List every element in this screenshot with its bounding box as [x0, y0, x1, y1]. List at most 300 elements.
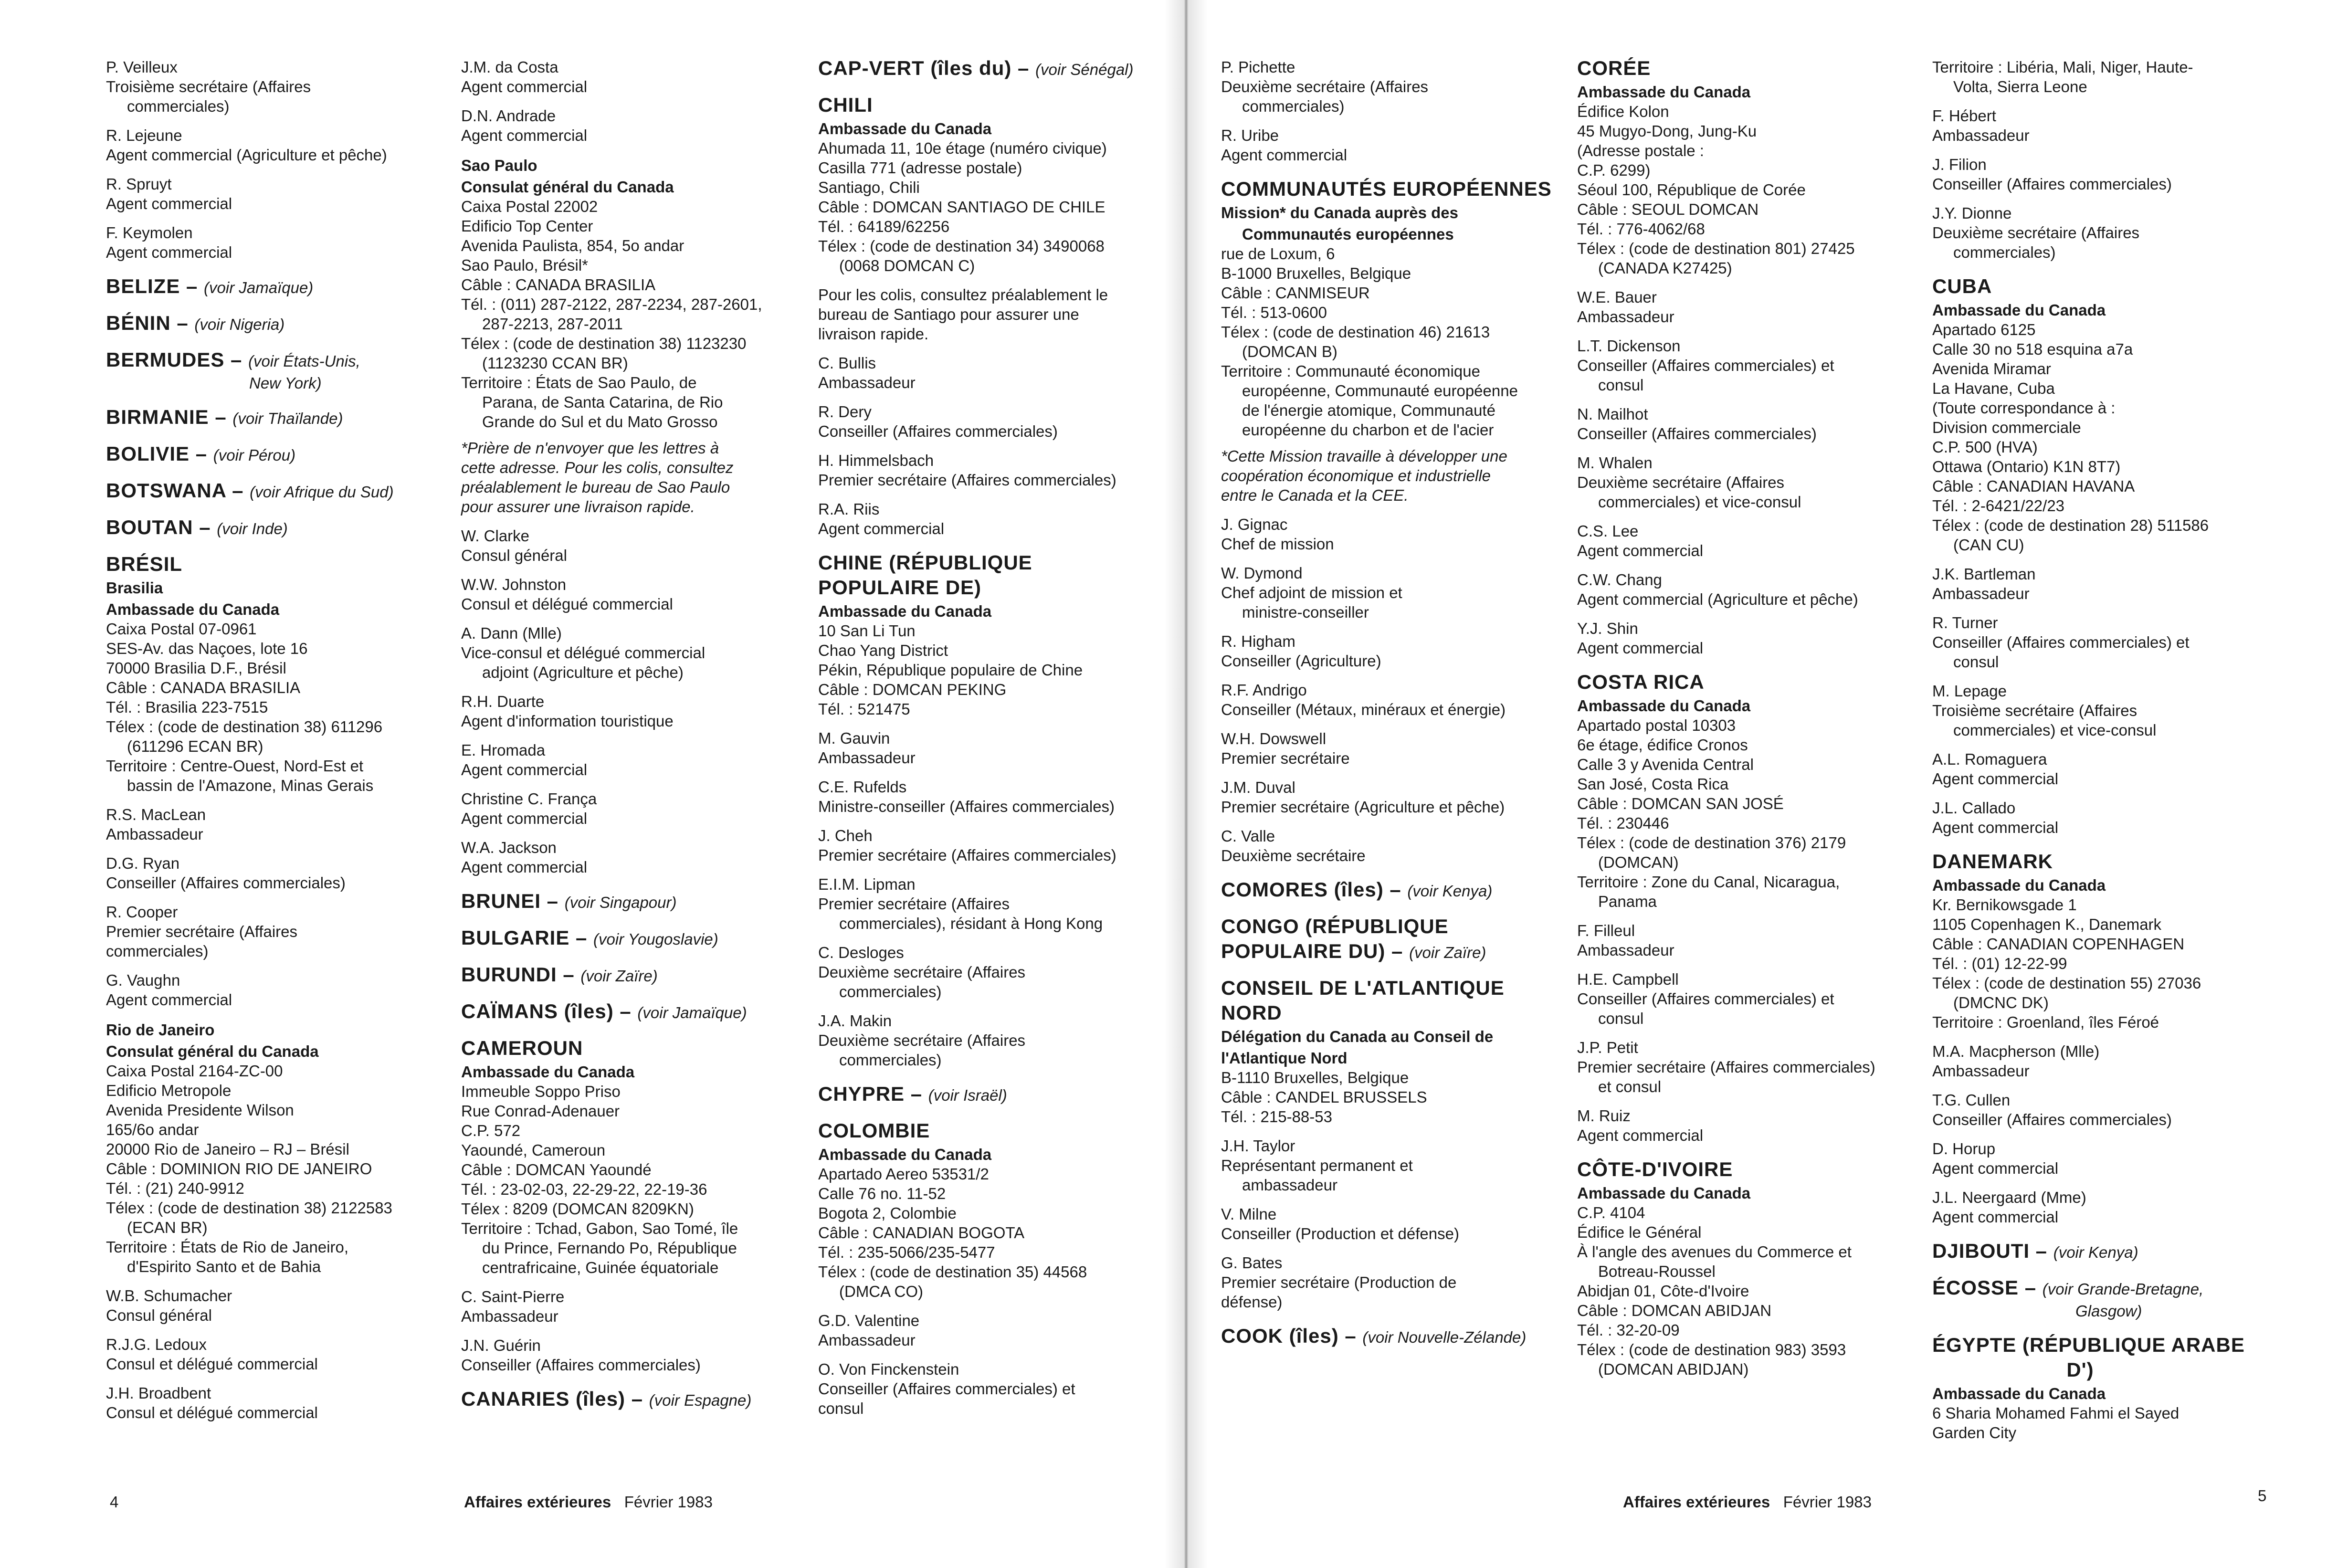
- entry-line: Division commerciale: [1932, 419, 2081, 436]
- entry-line: Deuxième secrétaire (Affaires: [1932, 224, 2140, 242]
- entry-line-continued: consul: [1953, 653, 1999, 671]
- entry-line: SES-Av. das Naçoes, lote 16: [106, 640, 308, 657]
- entry-line: Câble : DOMINION RIO DE JANEIRO: [106, 1160, 372, 1178]
- entry-line: Tél. : 513-0600: [1221, 304, 1327, 321]
- entry-name: J. Gignac: [1221, 516, 1288, 533]
- entry-name: C. Bullis: [818, 354, 876, 372]
- entry-line: Edificio Top Center: [461, 217, 593, 235]
- country-heading: [1221, 1325, 1565, 1348]
- country-heading: [1932, 1277, 2285, 1300]
- country-name: DANEMARK: [1932, 850, 2053, 873]
- country-heading: [461, 1037, 795, 1059]
- country-heading: [461, 1000, 795, 1024]
- entry-line: Câble : CANADIAN HAVANA: [1932, 477, 2135, 495]
- footnote-line: pour assurer une livraison rapide.: [461, 498, 695, 516]
- heading-dash: –: [193, 516, 217, 538]
- entry-line: Ambassadeur: [818, 749, 916, 767]
- cross-reference: (voir Pérou): [213, 446, 296, 464]
- entry-line: Caixa Postal 22002: [461, 198, 598, 215]
- country-heading: [1932, 851, 2285, 873]
- entry-line-continued: (CANADA K27425): [1598, 259, 1732, 277]
- entry-name: W.A. Jackson: [461, 839, 557, 856]
- heading-dash: –: [625, 1388, 649, 1410]
- entry-line: Tél. : (01) 12-22-99: [1932, 955, 2067, 972]
- entry-line-continued: du Prince, Fernando Po, République: [482, 1239, 737, 1257]
- entry-line: Chao Yang District: [818, 642, 948, 659]
- country-heading: [461, 964, 795, 987]
- entry-name: J.H. Taylor: [1221, 1137, 1295, 1155]
- entry-name: Pour les colis, consultez préalablement le: [818, 286, 1108, 304]
- footnote-line: cette adresse. Pour les colis, consultez: [461, 459, 734, 476]
- entry-name: J.H. Broadbent: [106, 1384, 211, 1402]
- cross-reference: (voir Grande-Bretagne,: [2042, 1280, 2204, 1298]
- entry-line-continued: (DOMCAN): [1598, 853, 1679, 871]
- right-page-number: 5: [2258, 1487, 2267, 1505]
- country-heading: [461, 927, 795, 950]
- entry-line: Agent commercial: [106, 195, 232, 212]
- entry-name: R. Uribe: [1221, 126, 1279, 144]
- entry-line: Conseiller (Affaires commerciales) et: [1577, 990, 1834, 1008]
- entry-name: F. Hébert: [1932, 107, 1996, 125]
- entry-line: Agent commercial: [461, 858, 588, 876]
- entry-line-continued: (DMCA CO): [839, 1283, 923, 1300]
- country-heading: [1932, 1240, 2285, 1263]
- entry-line-continued: commerciales), résidant à Hong Kong: [839, 915, 1103, 932]
- country-heading: [818, 94, 1152, 116]
- mission-heading: Ambassade du Canada: [1577, 1184, 1751, 1202]
- entry-name: V. Milne: [1221, 1205, 1277, 1223]
- entry-line: Télex : 8209 (DOMCAN 8209KN): [461, 1200, 694, 1218]
- country-name: COSTA RICA: [1577, 671, 1705, 693]
- country-name: BOLIVIE: [106, 442, 190, 465]
- entry-line: Télex : (code de destination 35) 44568: [818, 1263, 1087, 1281]
- entry-name: C.E. Rufelds: [818, 778, 907, 796]
- entry-line: Conseiller (Affaires commerciales) et: [818, 1380, 1075, 1398]
- cross-reference: (voir Nouvelle-Zélande): [1362, 1328, 1527, 1346]
- entry-line: (Adresse postale :: [1577, 142, 1704, 159]
- footer-date: Février 1983: [1783, 1493, 1872, 1511]
- right-column-1: [1221, 57, 1565, 1351]
- entry-name: H.E. Campbell: [1577, 970, 1679, 988]
- entry-line-continued: Parana, de Santa Catarina, de Rio: [482, 393, 723, 411]
- entry-line-continued: commerciales): [127, 97, 230, 115]
- entry-line: 165/6o andar: [106, 1121, 199, 1138]
- entry-line: Territoire : Zone du Canal, Nicaragua,: [1577, 873, 1840, 891]
- entry-name: D. Horup: [1932, 1140, 1996, 1158]
- entry-line: Conseiller (Affaires commerciales): [461, 1356, 701, 1374]
- country-name: BELIZE: [106, 275, 180, 297]
- entry-line: Ambassadeur: [1932, 1062, 2030, 1080]
- entry-name: H. Himmelsbach: [818, 452, 934, 469]
- entry-line-continued: consul: [1598, 376, 1644, 394]
- entry-line-continued: commerciales) et vice-consul: [1598, 493, 1801, 511]
- entry-line: P. Veilleux: [106, 58, 178, 76]
- entry-name: A.L. Romaguera: [1932, 750, 2047, 768]
- entry-line-continued: Volta, Sierra Leone: [1953, 78, 2087, 95]
- country-name: CAÏMANS (îles): [461, 1000, 614, 1022]
- entry-name: C. Valle: [1221, 827, 1275, 845]
- entry-line: Tél. : (011) 287-2122, 287-2234, 287-2601,: [461, 295, 762, 313]
- entry-line: Abidjan 01, Côte-d'Ivoire: [1577, 1282, 1749, 1300]
- entry-name: J.P. Petit: [1577, 1039, 1638, 1056]
- entry-line: Tél. : 32-20-09: [1577, 1321, 1680, 1339]
- entry-line: Premier secrétaire (Affaires commerciales): [106, 923, 298, 960]
- mission-heading: Ambassade du Canada: [1577, 697, 1751, 715]
- entry-line: Deuxième secrétaire (Affaires: [1221, 78, 1429, 95]
- entry-name: W. Dymond: [1221, 564, 1303, 582]
- mission-heading: Ambassade du Canada: [818, 120, 992, 137]
- entry-line-continued: commerciales): [1242, 97, 1345, 115]
- heading-dash: –: [1383, 878, 1408, 901]
- entry-name: D.G. Ryan: [106, 854, 180, 872]
- entry-line: consul: [818, 1400, 864, 1417]
- right-page: [1208, 0, 2348, 1568]
- entry-line: bureau de Santiago pour assurer une: [818, 305, 1079, 323]
- entry-line-continued: bassin de l'Amazone, Minas Gerais: [127, 777, 374, 794]
- entry-line: Agent commercial (Agriculture et pêche): [1577, 590, 1858, 608]
- mission-heading: Ambassade du Canada: [818, 1146, 992, 1163]
- entry-line: Avenida Miramar: [1932, 360, 2051, 378]
- entry-line: Agent commercial: [1932, 1208, 2059, 1226]
- country-name: D'): [2066, 1358, 2094, 1381]
- country-name: CÔTE-D'IVOIRE: [1577, 1158, 1733, 1180]
- entry-name: J.M. Duval: [1221, 779, 1295, 796]
- country-name: CHINE (RÉPUBLIQUE: [818, 551, 1032, 574]
- country-name: CHYPRE: [818, 1083, 905, 1105]
- country-name: CUBA: [1932, 275, 1992, 297]
- entry-line: Tél. : 235-5066/235-5477: [818, 1243, 995, 1261]
- country-heading: [1577, 1158, 1921, 1180]
- entry-name: R.J.G. Ledoux: [106, 1336, 207, 1353]
- entry-line: Bogota 2, Colombie: [818, 1204, 957, 1222]
- mission-heading: Ambassade du Canada: [1932, 301, 2106, 319]
- country-name: BIRMANIE: [106, 406, 209, 428]
- entry-line: P. Pichette: [1221, 58, 1295, 76]
- mission-heading: Consulat général du Canada: [461, 178, 674, 196]
- entry-line: Édifice Kolon: [1577, 103, 1669, 120]
- entry-name: M.A. Macpherson (Mlle): [1932, 1042, 2100, 1060]
- entry-name: C.W. Chang: [1577, 571, 1662, 589]
- entry-line: Ministre-conseiller (Affaires commerciales): [818, 798, 1115, 815]
- entry-line-continued: commerciales): [839, 983, 942, 1000]
- entry-line: Câble : DOMCAN ABIDJAN: [1577, 1302, 1772, 1319]
- entry-line-continued: (CAN CU): [1953, 536, 2024, 554]
- heading-dash: –: [190, 442, 213, 465]
- entry-line: Calle 76 no. 11-52: [818, 1185, 946, 1202]
- heading-dash: –: [557, 963, 581, 986]
- entry-line: Consul et délégué commercial: [106, 1355, 318, 1373]
- entry-name: W. Clarke: [461, 527, 530, 545]
- entry-line: Ambassadeur: [1577, 308, 1674, 326]
- cross-reference: (voir Kenya): [2053, 1243, 2138, 1261]
- entry-line: Télex : (code de destination 55) 27036: [1932, 974, 2201, 992]
- entry-name: Christine C. França: [461, 790, 597, 808]
- entry-name: Y.J. Shin: [1577, 620, 1638, 637]
- entry-line: Agent commercial: [1577, 1126, 1704, 1144]
- mission-heading: Consulat général du Canada: [106, 1042, 319, 1060]
- entry-line: Ambassadeur: [1932, 126, 2030, 144]
- entry-line: Conseiller (Affaires commerciales) et: [1932, 633, 2190, 651]
- heading-dash: –: [1385, 940, 1410, 962]
- entry-line: Conseiller (Métaux, minéraux et énergie): [1221, 701, 1506, 718]
- country-name: COMMUNAUTÉS EUROPÉENNES: [1221, 178, 1552, 200]
- entry-name: G.D. Valentine: [818, 1312, 920, 1329]
- entry-line: B-1110 Bruxelles, Belgique: [1221, 1069, 1409, 1086]
- entry-line-continued: consul: [1598, 1010, 1644, 1027]
- country-name: BULGARIE: [461, 926, 570, 949]
- country-heading: [1221, 916, 1565, 937]
- entry-name: W.E. Bauer: [1577, 288, 1657, 306]
- entry-line: Apartado postal 10303: [1577, 716, 1736, 734]
- entry-line: 70000 Brasilia D.F., Brésil: [106, 659, 286, 677]
- heading-dash: –: [209, 406, 233, 428]
- entry-line: (Toute correspondance à :: [1932, 399, 2116, 417]
- entry-line: Conseiller (Agriculture): [1221, 652, 1381, 670]
- entry-line: Consul et délégué commercial: [106, 1404, 318, 1421]
- mission-heading: Ambassade du Canada: [1577, 83, 1751, 101]
- country-name: BÉNIN: [106, 312, 171, 334]
- entry-line: Télex : (code de destination 28) 511586: [1932, 516, 2209, 534]
- country-heading: [1221, 977, 1565, 999]
- entry-line-continued: (DOMCAN B): [1242, 343, 1337, 360]
- heading-dash: –: [226, 479, 250, 502]
- entry-name: F. Keymolen: [106, 224, 193, 242]
- footnote-line: préalablement le bureau de Sao Paulo: [461, 478, 730, 496]
- country-heading: [1577, 671, 1921, 693]
- entry-line: Conseiller (Affaires commerciales): [1932, 1111, 2172, 1128]
- entry-line: Agent commercial: [1577, 639, 1704, 657]
- country-name: ÉCOSSE: [1932, 1276, 2019, 1299]
- entry-line: Câble : CANDEL BRUSSELS: [1221, 1088, 1427, 1106]
- entry-name: D.N. Andrade: [461, 107, 556, 125]
- entry-line: Sao Paulo, Brésil*: [461, 256, 588, 274]
- mission-heading: Ambassade du Canada: [1932, 1385, 2106, 1402]
- heading-dash: –: [905, 1083, 928, 1105]
- entry-name: R. Spruyt: [106, 175, 172, 193]
- entry-line: Caixa Postal 07-0961: [106, 620, 257, 638]
- entry-name: J.K. Bartleman: [1932, 565, 2036, 583]
- entry-line: Câble : DOMCAN SAN JOSÉ: [1577, 795, 1784, 812]
- entry-line: Ambassadeur: [1932, 585, 2030, 602]
- entry-line: rue de Loxum, 6: [1221, 245, 1335, 263]
- entry-line: Deuxième secrétaire (Affaires: [818, 963, 1026, 981]
- entry-line-continued: 287-2213, 287-2011: [482, 315, 623, 333]
- entry-name: L.T. Dickenson: [1577, 337, 1681, 355]
- entry-line: Câble : DOMCAN PEKING: [818, 681, 1007, 698]
- country-heading: [1932, 275, 2285, 297]
- entry-line: Pékin, République populaire de Chine: [818, 661, 1083, 679]
- heading-dash: –: [2030, 1240, 2053, 1262]
- country-heading: [1221, 940, 1565, 964]
- country-heading: [818, 1120, 1152, 1142]
- entry-line: 20000 Rio de Janeiro – RJ – Brésil: [106, 1140, 349, 1158]
- entry-line: 6 Sharia Mohamed Fahmi el Sayed: [1932, 1404, 2180, 1422]
- country-name: BRUNEI: [461, 890, 541, 912]
- entry-line: Yaoundé, Cameroun: [461, 1141, 606, 1159]
- entry-name: F. Filleul: [1577, 922, 1635, 939]
- entry-line: Télex : (code de destination 801) 27425: [1577, 240, 1855, 257]
- entry-line: Télex : (code de destination 46) 21613: [1221, 323, 1490, 341]
- entry-line: Edificio Metropole: [106, 1082, 232, 1099]
- entry-line: Territoire : États de Rio de Janeiro,: [106, 1238, 349, 1256]
- entry-line: Caixa Postal 2164-ZC-00: [106, 1062, 283, 1080]
- entry-line: Deuxième secrétaire (Affaires: [1577, 474, 1785, 491]
- country-heading: [106, 443, 402, 466]
- entry-line: Apartado 6125: [1932, 321, 2036, 338]
- entry-line: À l'angle des avenues du Commerce et: [1577, 1243, 1852, 1261]
- entry-line: Chef adjoint de mission et: [1221, 584, 1402, 601]
- heading-dash: –: [613, 1000, 638, 1022]
- entry-line-continued: (DMCNC DK): [1953, 994, 2049, 1011]
- entry-line: Agent commercial: [461, 761, 588, 779]
- entry-name: W.W. Johnston: [461, 576, 567, 593]
- entry-line: 10 San Li Tun: [818, 622, 916, 640]
- mission-heading: Mission* du Canada auprès des: [1221, 204, 1458, 221]
- entry-line: Kr. Bernikowsgade 1: [1932, 896, 2077, 914]
- entry-line: Câble : DOMCAN SANTIAGO DE CHILE: [818, 198, 1106, 216]
- entry-line-continued: commerciales): [1953, 243, 2056, 261]
- country-name: CAMEROUN: [461, 1037, 583, 1059]
- entry-line: San José, Costa Rica: [1577, 775, 1729, 793]
- entry-line: Deuxième secrétaire: [1221, 847, 1366, 864]
- country-heading: [1221, 879, 1565, 902]
- entry-line-continued: commerciales): [839, 1051, 942, 1069]
- heading-dash: –: [1338, 1325, 1363, 1347]
- mission-heading: Brasilia: [106, 579, 163, 597]
- entry-name: W.H. Dowswell: [1221, 730, 1327, 747]
- country-name: BRÉSIL: [106, 553, 183, 575]
- entry-line: Territoire : États de Sao Paulo, de: [461, 374, 697, 391]
- entry-line: Agent commercial: [106, 243, 232, 261]
- entry-name: R. Lejeune: [106, 126, 182, 144]
- entry-line: Santiago, Chili: [818, 179, 920, 196]
- cross-reference: (voir Israël): [928, 1086, 1007, 1104]
- entry-line-continued: européenne, Communauté européenne: [1242, 382, 1518, 400]
- footnote-line: coopération économique et industrielle: [1221, 467, 1491, 484]
- entry-name: R.A. Riis: [818, 500, 880, 518]
- entry-line: Agent commercial: [461, 78, 588, 95]
- entry-line: Tél. : 64189/62256: [818, 218, 950, 235]
- entry-line: C.P. 572: [461, 1122, 521, 1139]
- entry-line-continued: de l'énergie atomique, Communauté: [1242, 401, 1495, 419]
- footnote-line: *Prière de n'envoyer que les lettres à: [461, 439, 719, 457]
- entry-name: N. Mailhot: [1577, 405, 1648, 423]
- country-heading: [461, 890, 795, 914]
- left-footer: [464, 1493, 713, 1511]
- country-heading: [106, 275, 402, 299]
- entry-line: Ottawa (Ontario) K1N 8T7): [1932, 458, 2121, 475]
- entry-line: C.P. 500 (HVA): [1932, 438, 2038, 456]
- cross-reference: (voir Afrique du Sud): [250, 483, 394, 501]
- country-heading: [1932, 1359, 2228, 1381]
- entry-name: M. Lepage: [1932, 682, 2007, 700]
- entry-line: Tél. : 23-02-03, 22-29-22, 22-19-36: [461, 1180, 707, 1198]
- entry-line: Télex : (code de destination 38) 2122583: [106, 1199, 392, 1217]
- entry-name: J. Filion: [1932, 156, 1987, 173]
- entry-line: Édifice le Général: [1577, 1223, 1702, 1241]
- entry-name: J.L. Neergaard (Mme): [1932, 1189, 2086, 1206]
- country-heading: [106, 480, 402, 503]
- entry-line: Premier secrétaire (Affaires commerciales): [1577, 1058, 1875, 1076]
- entry-line: Agent commercial: [1932, 1159, 2059, 1177]
- entry-line: Conseiller (Affaires commerciales) et: [1577, 357, 1834, 374]
- entry-name: M. Ruiz: [1577, 1107, 1631, 1125]
- entry-line: Consul et délégué commercial: [461, 595, 673, 613]
- entry-line: Ambassadeur: [818, 374, 916, 391]
- entry-name: J.L. Callado: [1932, 799, 2016, 817]
- entry-name: E.I.M. Lipman: [818, 875, 916, 893]
- mission-heading: Ambassade du Canada: [106, 600, 280, 618]
- entry-name: G. Bates: [1221, 1254, 1283, 1272]
- right-footer: [1623, 1493, 1872, 1511]
- entry-line: Tél. : Brasilia 223-7515: [106, 698, 268, 716]
- entry-line: Territoire : Groenland, îles Féroé: [1932, 1013, 2159, 1031]
- mission-heading: Ambassade du Canada: [461, 1063, 635, 1081]
- mission-heading: Ambassade du Canada: [1932, 876, 2106, 894]
- entry-line: Tél. : (21) 240-9912: [106, 1179, 244, 1197]
- cross-reference: (voir Espagne): [649, 1391, 752, 1409]
- country-heading: [1577, 57, 1921, 79]
- heading-dash: –: [180, 275, 204, 297]
- entry-line: Câble : SEOUL DOMCAN: [1577, 200, 1759, 218]
- country-name: ÉGYPTE (RÉPUBLIQUE ARABE: [1932, 1334, 2245, 1356]
- entry-line: Agent commercial: [461, 126, 588, 144]
- entry-line-continued: commerciales) et vice-consul: [1953, 721, 2157, 739]
- footnote-line: entre le Canada et la CEE.: [1221, 486, 1409, 504]
- country-heading: [1221, 178, 1565, 200]
- entry-name: J.Y. Dionne: [1932, 204, 2012, 222]
- country-name: CAP-VERT (îles du): [818, 57, 1012, 79]
- entry-line-continued: d'Espirito Santo et de Bahia: [127, 1258, 321, 1275]
- entry-line: Câble : CANADA BRASILIA: [106, 679, 301, 696]
- country-heading: [106, 516, 402, 540]
- cross-reference: (voir États-Unis,: [248, 352, 360, 370]
- entry-line: Apartado Aereo 53531/2: [818, 1165, 989, 1183]
- entry-name: C. Desloges: [818, 944, 904, 961]
- entry-line: Ambassadeur: [1577, 941, 1674, 959]
- entry-line: Tél. : 521475: [818, 700, 910, 718]
- entry-line: Territoire : Centre-Ouest, Nord-Est et: [106, 757, 364, 775]
- entry-line-continued: européenne du charbon et de l'acier: [1242, 421, 1494, 439]
- entry-line: Territoire : Tchad, Gabon, Sao Tomé, île: [461, 1220, 738, 1237]
- country-name: POPULAIRE DU): [1221, 940, 1386, 962]
- entry-line: Câble : CANMISEUR: [1221, 284, 1370, 302]
- entry-line: Conseiller (Production et défense): [1221, 1225, 1459, 1242]
- country-heading: [1221, 1002, 1565, 1024]
- entry-line: Consul général: [461, 547, 567, 564]
- entry-line: Chef de mission: [1221, 535, 1334, 553]
- entry-line: Agent commercial: [818, 520, 945, 537]
- country-name: NORD: [1221, 1001, 1282, 1024]
- entry-line: Conseiller (Affaires commerciales): [818, 422, 1058, 440]
- country-name: CONGO (RÉPUBLIQUE: [1221, 915, 1449, 937]
- entry-line: Agent commercial (Agriculture et pêche): [106, 146, 387, 164]
- country-heading: [818, 577, 1152, 599]
- entry-line: Troisième secrétaire (Affaires: [106, 78, 311, 95]
- entry-line: Deuxième secrétaire (Affaires: [818, 1031, 1026, 1049]
- heading-dash: –: [541, 890, 565, 912]
- entry-line-continued: (DOMCAN ABIDJAN): [1598, 1360, 1749, 1378]
- entry-name: R. Cooper: [106, 903, 178, 921]
- entry-line-continued: (611296 ECAN BR): [127, 737, 263, 755]
- entry-line: Agent commercial: [1932, 819, 2059, 836]
- mission-heading: Communautés européennes: [1242, 225, 1454, 243]
- country-heading: [1932, 1334, 2285, 1356]
- country-name: CANARIES (îles): [461, 1388, 626, 1410]
- entry-line-continued: (0068 DOMCAN C): [839, 257, 975, 274]
- entry-line: Tél. : 2-6421/22/23: [1932, 497, 2065, 515]
- left-page: [0, 0, 1165, 1568]
